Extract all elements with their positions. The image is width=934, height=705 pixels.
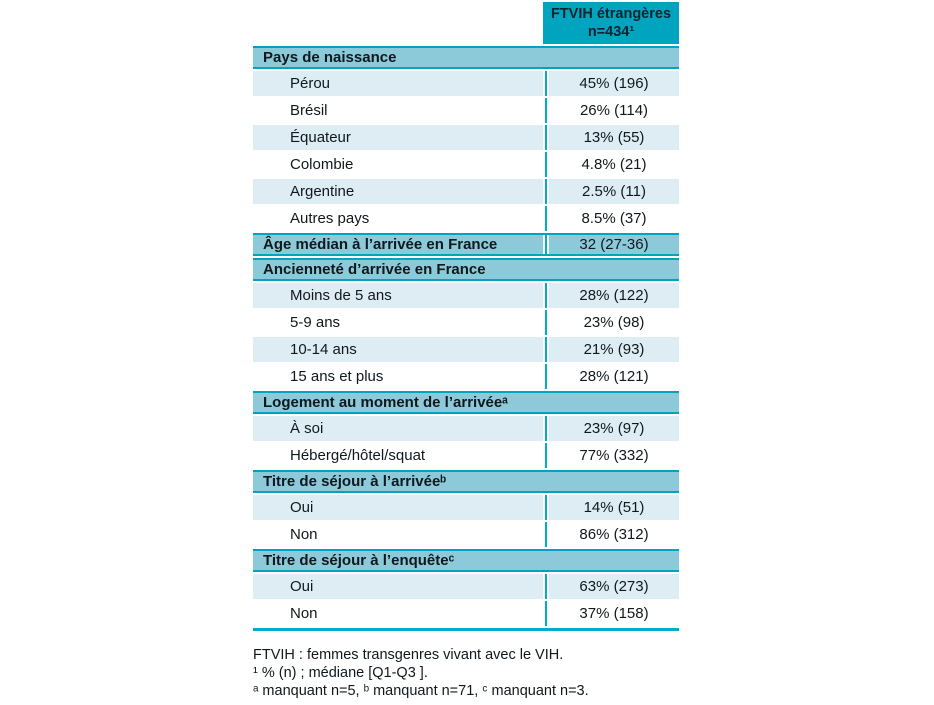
row-label: Brésil — [253, 98, 543, 123]
row-value: 23% (98) — [549, 310, 679, 335]
column-header-line2: n=434¹ — [587, 24, 635, 40]
table-row — [253, 337, 679, 362]
row-label: Moins de 5 ans — [253, 283, 543, 308]
row-value: 13% (55) — [549, 125, 679, 150]
row-value: 63% (273) — [549, 574, 679, 599]
row-label: 5-9 ans — [253, 310, 543, 335]
footnote-line: ¹ % (n) ; médiane [Q1-Q3 ]. — [253, 665, 428, 681]
row-value: 77% (332) — [549, 443, 679, 468]
table-row — [253, 206, 679, 231]
table-row — [253, 125, 679, 150]
row-value: 26% (114) — [549, 98, 679, 123]
row-label: Autres pays — [253, 206, 543, 231]
footnote-line: FTVIH : femmes transgenres vivant avec le VIH. — [253, 647, 564, 663]
row-label: Oui — [253, 495, 543, 520]
section-title: Titre de séjour à l’arrivéeᵇ — [263, 473, 447, 490]
row-label: À soi — [253, 416, 543, 441]
row-value: 4.8% (21) — [549, 152, 679, 177]
section-header-row — [253, 470, 679, 493]
section-header-row — [253, 258, 679, 281]
table-row — [253, 179, 679, 204]
section-value: 32 (27-36) — [549, 235, 679, 254]
row-label: Non — [253, 522, 543, 547]
section-title: Pays de naissance — [263, 49, 397, 66]
row-label: Hébergé/hôtel/squat — [253, 443, 543, 468]
row-value: 28% (122) — [549, 283, 679, 308]
row-value: 45% (196) — [549, 71, 679, 96]
section-header-row — [253, 549, 679, 572]
row-label: Argentine — [253, 179, 543, 204]
row-label: Colombie — [253, 152, 543, 177]
table-row — [253, 310, 679, 335]
table-row — [253, 416, 679, 441]
section-row-with-value — [253, 233, 679, 256]
footnote-line: ᵃ manquant n=5, ᵇ manquant n=71, ᶜ manquant n=3. — [253, 683, 589, 699]
section-title: Ancienneté d’arrivée en France — [263, 261, 486, 278]
row-value: 37% (158) — [549, 601, 679, 626]
footnotes — [253, 646, 589, 700]
section-title: Âge médian à l’arrivée en France — [253, 235, 543, 254]
table-row — [253, 364, 679, 389]
table-row — [253, 443, 679, 468]
section-header-row — [253, 46, 679, 69]
row-label: Pérou — [253, 71, 543, 96]
table-row — [253, 98, 679, 123]
table-row — [253, 574, 679, 599]
table-bottom-border — [253, 628, 679, 631]
column-header-ftvih-etrangeres — [543, 2, 679, 44]
row-label: Oui — [253, 574, 543, 599]
table-body — [253, 46, 679, 626]
row-value: 8.5% (37) — [549, 206, 679, 231]
row-value: 2.5% (11) — [549, 179, 679, 204]
table-row — [253, 495, 679, 520]
section-title: Titre de séjour à l’enquêteᶜ — [263, 552, 455, 569]
table-row — [253, 152, 679, 177]
study-table — [253, 2, 679, 631]
row-value: 21% (93) — [549, 337, 679, 362]
table-header-row — [253, 2, 679, 44]
row-label: 10-14 ans — [253, 337, 543, 362]
column-header-line1: FTVIH étrangères — [550, 6, 672, 22]
row-label: Équateur — [253, 125, 543, 150]
row-value: 28% (121) — [549, 364, 679, 389]
table-row — [253, 283, 679, 308]
section-title: Logement au moment de l’arrivéeᵃ — [263, 394, 508, 411]
table-row — [253, 522, 679, 547]
table-row — [253, 601, 679, 626]
section-header-row — [253, 391, 679, 414]
row-value: 14% (51) — [549, 495, 679, 520]
row-label: Non — [253, 601, 543, 626]
row-label: 15 ans et plus — [253, 364, 543, 389]
table-row — [253, 71, 679, 96]
row-value: 86% (312) — [549, 522, 679, 547]
row-value: 23% (97) — [549, 416, 679, 441]
